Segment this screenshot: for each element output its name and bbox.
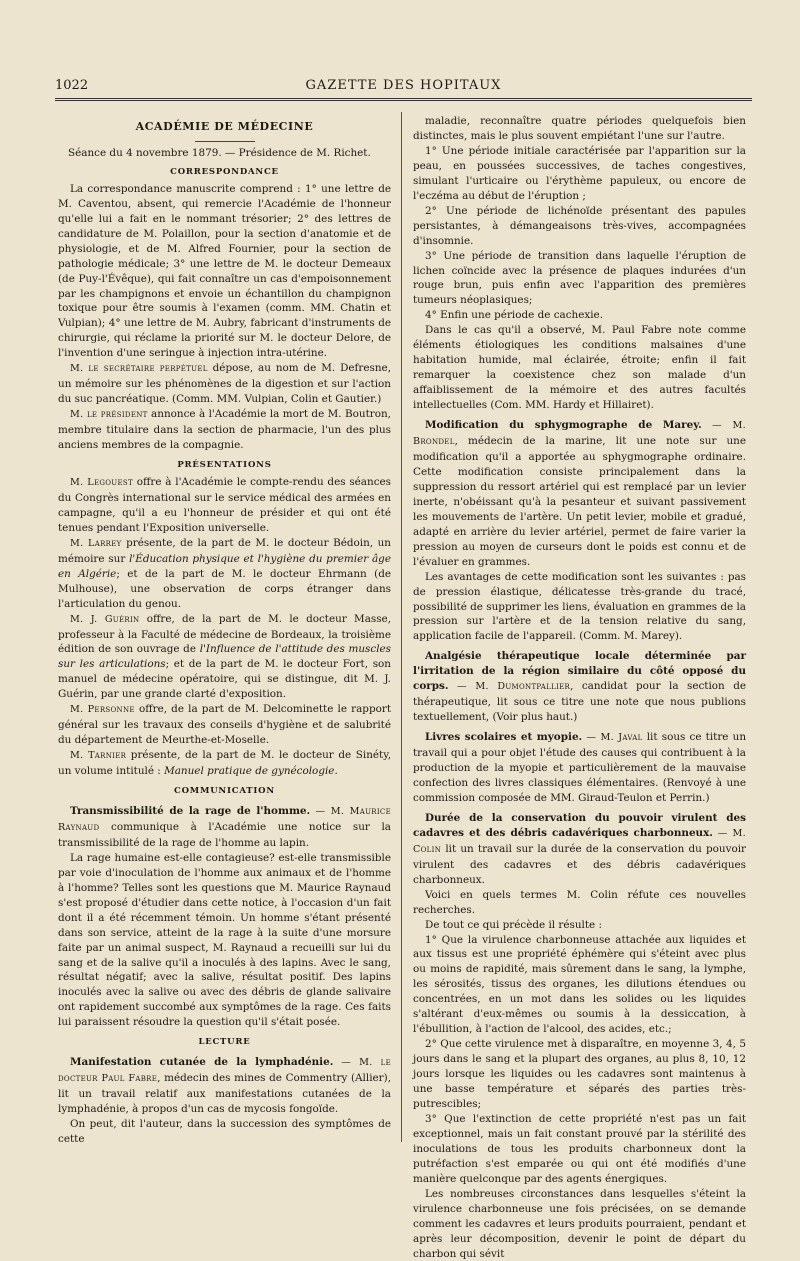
heading-communication: COMMUNICATION: [174, 786, 275, 797]
paragraph: 4° Enfin une période de cachexie.: [425, 309, 604, 322]
speaker: M. Tarnier: [70, 750, 127, 762]
speaker: — M. Maurice Raynaud: [58, 805, 391, 833]
paragraph: Dans le cas qu'il a observé, M. Paul Fabre note comme éléments étiologiques les conditions malsaines d'une habitation humide, mal éclairée, étroite; enfin il fait remarquer la coexistence chez son malade d'un affaiblissement de la mémoire et des autres facultés intellectuelles (Com. MM. Hardy et Hillairet).: [413, 324, 746, 412]
paragraph: 3° Que l'extinction de cette propriété n'est pas un fait exceptionnel, mais un fait constant prouvé par la stérilité des inoculations de tous les produits charbonneux dont la putréfaction s'est emparée ou qui ont été modifiés d'une manière quelconque par des agents énergiques.: [413, 1112, 746, 1185]
speaker: M. Larrey: [70, 537, 122, 549]
paragraph: 2° Que cette virulence met à disparaître, en moyenne 3, 4, 5 jours dans le sang et la plupart des organes, au plus 8, 10, 12 jours lorsque les liquides ou les cadavres sont maintenus à une basse température et séparés des parties très-putrescibles;: [413, 1038, 746, 1110]
session-line: Séance du 4 novembre 1879. — Présidence de M. Richet.: [68, 146, 371, 159]
heading-presentations: PRÉSENTATIONS: [177, 460, 272, 471]
paragraph-text: présente, de la part de M. le docteur Bédoin, un mémoire sur: [58, 536, 391, 565]
right-column: [413, 114, 746, 1261]
page-header: [55, 76, 752, 100]
article-title: Analgésie thérapeutique locale déterminée par l'irritation de la région similaire du côté opposé du corps.: [413, 650, 746, 693]
speaker: M. le secrétaire perpétuel: [70, 363, 208, 375]
paragraph-text: , médecin de la marine, lit une note sur une modification qu'il a apportée au sphygmographe ordinaire. Cette modification consiste principalement dans la suppression du ressort artériel qui est remplacé par un levier inerte, n'obéissant qu'à la pesanteur et suivant passivement les mouvements de l'artère. Un petit levier, mobile et gradué, adapté en arrière du levier artériel, permet de faire varier la pression au moyen de curseurs dont le poids est connu et de l'évaluer en grammes.: [413, 435, 746, 568]
article-title: Manifestation cutanée de la lymphadénie.: [70, 1056, 334, 1069]
speaker: M. J. Guérin: [70, 613, 140, 625]
page-number: 1022: [55, 78, 89, 93]
speaker: M. Legouest: [70, 476, 133, 488]
paragraph: On peut, dit l'auteur, dans la succession des symptômes de cette: [58, 1118, 391, 1145]
paragraph-text: , candidat pour la section de thérapeutique, lit sous ce titre une note que nous publions textuellement, (Voir plus haut.): [413, 680, 746, 724]
paragraph: 2° Une période de lichénoïde présentant des papules persistantes, à démangeaisons très-vives, accompagnées d'insomnie.: [413, 204, 746, 247]
left-column: [58, 114, 391, 1147]
paragraph: 3° Une période de transition dans laquelle l'éruption de lichen coïncide avec la présence de plaques indurées d'un rouge brun, puis enfin avec l'apparition des premières tumeurs néoplasiques;: [413, 249, 746, 307]
paragraph-text: lit sous ce titre un travail qui a pour objet l'étude des causes qui contribuent à la production de la myopie et particulièrement de la mauvaise confection des livres classiques élémentaires. (Renvoyé à une commission composée de MM. Giraud-Teulon et Perrin.): [413, 731, 747, 804]
paragraph: [413, 649, 746, 725]
paragraph: Les nombreuses circonstances dans lesquelles s'éteint la virulence charbonneuse une fois précisées, on se demande comment les cadavres et leurs produits pourraient, pendant et après leur décomposition, devenir le point de départ du charbon qui sévit: [413, 1187, 746, 1260]
paragraph: Les avantages de cette modification sont les suivantes : pas de pression élastique, délicatesse très-grande du tracé, possibilité de supprimer les liens, évaluation en grammes de la pression sur l'artère et de la tension relative du sang, application facile de l'appareil. (Comm. M. Marey).: [413, 570, 746, 643]
paragraph-text: annonce à l'Académie la mort de M. Boutron, membre titulaire dans la section de pharmacie, l'un des plus anciens membres de la compagnie.: [58, 408, 391, 452]
paragraph: [58, 407, 391, 453]
paragraph-text: .: [334, 765, 338, 778]
paragraph: maladie, reconnaître quatre périodes quelquefois bien distinctes, mais le plus souvent empiétant l'une sur l'autre.: [413, 115, 746, 142]
paragraph-text: lit un travail sur la durée de la conservation du pouvoir virulent des cadavres et des débris cadavériques charbonneux.: [413, 842, 746, 886]
paragraph-text: ; et de la part de M. le docteur Fort, son manuel de médecine opératoire, qui se distingue, dit M. J. Guérin, par une grande clarté d'exposition.: [58, 658, 391, 701]
section-title: ACADÉMIE DE MÉDECINE: [135, 120, 314, 133]
paragraph: La correspondance manuscrite comprend : 1° une lettre de M. Caventou, absent, qui remercie l'Académie de l'honneur qu'elle lui a fait en le nommant trésorier; 2° des lettres de candidature de M. Polaillon, pour la section d'anatomie et de physiologie, et de M. Alfred Fournier, pour la section de pathologie médicale; 3° une lettre de M. le docteur Demeaux (de Puy-l'Évêque), qui fait connaître un cas d'empoisonnement par les champignons et envoie un échantillon du champignon toxique pour être soumis à l'examen (comm. MM. Chatin et Vulpian); 4° une lettre de M. Aubry, fabricant d'instruments de chirurgie, qui réclame la priorité sur M. le docteur Delore, de l'invention d'une seringue à injection intra-utérine.: [58, 182, 391, 360]
paragraph: [58, 702, 391, 748]
article-title: Livres scolaires et myopie.: [425, 731, 583, 744]
paragraph: [58, 748, 391, 779]
running-title: GAZETTE DES HOPITAUX: [305, 78, 502, 93]
paragraph: De tout ce qui précède il résulte :: [425, 918, 603, 931]
paragraph: 1° Que la virulence charbonneuse attachée aux liquides et aux tissus est une propriété éphémère qui s'éteint avec plus ou moins de rapidité, mais sûrement dans le sang, la lymphe, les sérosités, tissus des organes, les dilutions étendues ou concentrées, en un mot dans les solides ou les liquides s'altérant d'eux-mêmes ou soumis à la dessiccation, à l'ébullition, à l'action de l'alcool, des acides, etc.;: [413, 933, 746, 1036]
paragraph: [413, 811, 746, 888]
speaker: — M. Brondel: [413, 420, 746, 448]
speaker: — M. le docteur Paul Fabre: [58, 1057, 391, 1085]
italic-title: Manuel pratique de gynécologie: [164, 765, 335, 778]
paragraph: [413, 730, 746, 806]
paragraph: [58, 804, 391, 851]
speaker: M. Personne: [70, 704, 135, 716]
heading-correspondance: CORRESPONDANCE: [170, 166, 279, 177]
paragraph: [58, 536, 391, 612]
paragraph-text: offre, de la part de M. Delcominette le rapport général sur les travaux des conseils d'hygiène et de salubrité du département de Meurthe-et-Moselle.: [58, 703, 391, 747]
header-rule: [55, 98, 752, 101]
paragraph: [413, 418, 746, 570]
italic-title: l'Éducation physique et l'hygiène du premier âge en Algérie: [58, 552, 391, 580]
paragraph-text: communique à l'Académie une notice sur la transmissibilité de la rage de l'homme au lapin.: [58, 820, 391, 849]
paragraph-text: ; et de la part de M. le docteur Ehrmann (de Mulhouse), une observation de corps étranger dans l'articulation du genou.: [58, 567, 391, 610]
speaker: — M. Colin: [413, 827, 746, 855]
italic-title: l'Influence de l'attitude des muscles sur les articulations: [58, 643, 392, 671]
paragraph-text: offre à l'Académie le compte-rendu des séances du Congrès international sur le service médical des armées en campagne, qu'il a eu l'honneur de présider et qui ont été tenues pendant l'Exposition universelle.: [58, 475, 391, 534]
speaker: — M. Javal: [582, 732, 643, 744]
paragraph: La rage humaine est-elle contagieuse? est-elle transmissible par voie d'inoculation de l'homme aux animaux et de l'homme à l'homme? Telles sont les questions que M. Maurice Raynaud s'est proposé d'étudier dans cette notice, à l'occasion d'un fait dont il a été récemment témoin. Un homme s'étant présenté dans son service, atteint de la rage à la suite d'une morsure faite par un animal suspect, M. Raynaud a recueilli sur lui du sang et de la salive qu'il a inoculés à des lapins. Avec le sang, résultat négatif; avec la salive, résultat positif. Des lapins inoculés avec la salive ou avec des débris de glande salivaire ont rapidement succombé aux symptômes de la rage. Ces faits lui paraissent résoudre la question qu'il s'était posée.: [58, 851, 391, 1029]
paragraph: [58, 612, 391, 703]
article-title: Transmissibilité de la rage de l'homme.: [70, 804, 311, 817]
paragraph: [58, 475, 391, 536]
article-title: Durée de la conservation du pouvoir virulent des cadavres et des débris cadavériques charbonneux.: [413, 811, 746, 839]
paragraph: [58, 361, 391, 407]
column-divider: [401, 112, 402, 1142]
heading-lecture: LECTURE: [198, 1037, 251, 1048]
title-rule: [195, 141, 255, 142]
paragraph-text: présente, de la part de M. le docteur de Sinéty, un volume intitulé :: [58, 749, 391, 778]
paragraph: 1° Une période initiale caractérisée par l'apparition sur la peau, en poussées successives, de taches congestives, simulant l'urticaire ou l'érythème papuleux, ou encore de l'eczéma au début de l'éruption ;: [413, 144, 746, 202]
paragraph-text: , médecin des mines de Commentry (Allier), lit un travail relatif aux manifestations cutanées de la lymphadénie, à propos d'un cas de mycosis fongoïde.: [58, 1072, 391, 1116]
speaker: M. le président: [70, 409, 148, 421]
paragraph-text: dépose, au nom de M. Defresne, un mémoire sur les phénomènes de la digestion et sur l'action du suc pancréatique. (Comm. MM. Vulpian, Colin et Gautier.): [58, 362, 391, 406]
speaker: — M. Dumontpallier: [448, 681, 571, 693]
paragraph-text: offre, de la part de M. le docteur Masse, professeur à la Faculté de médecine de Bordeaux, la troisième édition de son ouvrage de: [58, 612, 392, 656]
article-title: Modification du sphygmographe de Marey.: [425, 419, 702, 432]
paragraph: [58, 1055, 391, 1117]
paragraph: Voici en quels termes M. Colin réfute ces nouvelles recherches.: [413, 888, 746, 916]
